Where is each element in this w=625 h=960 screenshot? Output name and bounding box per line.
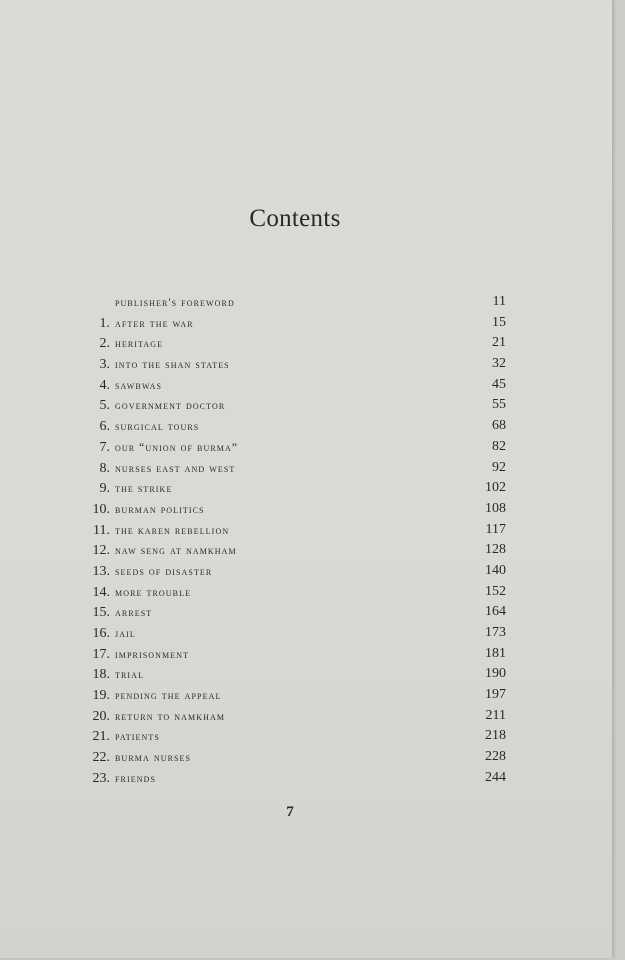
page-title: Contents [249, 205, 341, 232]
toc-entry [74, 707, 514, 728]
page-number: 102 [485, 480, 506, 496]
page-number: 32 [492, 356, 506, 372]
chapter-title: patients [115, 731, 160, 744]
chapter-title: seeds of disaster [115, 565, 213, 578]
toc-entry-foreword [74, 293, 514, 314]
chapter-title: burman politics [115, 503, 205, 516]
chapter-number: 23. [92, 770, 110, 786]
toc-entry [74, 727, 514, 748]
toc-entry [74, 769, 514, 790]
page-number: 164 [485, 604, 506, 620]
page-number: 117 [485, 521, 506, 537]
chapter-title: government doctor [115, 400, 226, 413]
page-number: 128 [485, 542, 506, 558]
page-number: 68 [492, 418, 506, 434]
page-number: 181 [485, 645, 506, 661]
chapter-number: 5. [99, 398, 110, 414]
chapter-number: 12. [92, 543, 110, 559]
chapter-title: burma nurses [115, 752, 192, 765]
chapter-title: naw seng at namkham [115, 545, 237, 558]
chapter-number: 13. [92, 563, 110, 579]
chapter-number: 4. [99, 377, 110, 393]
chapter-title: surgical tours [115, 421, 200, 434]
toc-entry [74, 603, 514, 624]
chapter-title: after the war [115, 317, 194, 330]
toc-entry [74, 665, 514, 686]
chapter-number: 20. [92, 708, 110, 724]
chapter-number: 10. [92, 501, 110, 517]
chapter-number: 8. [99, 460, 110, 476]
page-number: 11 [492, 294, 506, 309]
toc-entry [74, 521, 514, 542]
page-number: 218 [485, 728, 506, 744]
page-number: 92 [492, 459, 506, 475]
chapter-title: publisher's foreword [115, 297, 235, 309]
chapter-number: 1. [99, 315, 110, 331]
chapter-title: friends [115, 772, 157, 785]
chapter-title: our “union of burma” [115, 441, 239, 454]
page-number: 173 [485, 625, 506, 640]
page-number: 15 [492, 314, 506, 330]
chapter-number: 11. [93, 522, 110, 538]
toc-entry [74, 459, 514, 480]
chapter-title: pending the appeal [115, 690, 222, 703]
chapter-number: 18. [92, 667, 110, 683]
chapter-number: 19. [92, 688, 110, 704]
chapter-number: 14. [92, 584, 110, 600]
page-number: 228 [485, 749, 506, 765]
toc-entry [74, 396, 514, 417]
chapter-number: 15. [92, 605, 110, 621]
toc-entry [74, 417, 514, 438]
chapter-title: the strike [115, 483, 173, 496]
chapter-number: 6. [99, 419, 110, 435]
chapter-title: trial [115, 669, 145, 682]
toc-entry [74, 562, 514, 583]
chapter-number: 9. [99, 481, 110, 497]
page-number: 152 [485, 583, 506, 599]
toc-entry [74, 748, 514, 769]
toc-entry [74, 645, 514, 666]
chapter-number: 16. [92, 626, 110, 641]
toc-entry [74, 314, 514, 335]
page-number: 190 [485, 666, 506, 682]
chapter-title: heritage [115, 338, 164, 351]
chapter-title: imprisonment [115, 648, 190, 661]
toc-entry [74, 355, 514, 376]
page-number: 82 [492, 438, 506, 454]
page-number: 45 [492, 376, 506, 392]
toc-entry [74, 334, 514, 355]
chapter-number: 3. [99, 357, 110, 373]
toc-entry [74, 500, 514, 521]
chapter-title: into the shan states [115, 359, 230, 372]
chapter-number: 17. [92, 646, 110, 662]
page-folio: 7 [286, 804, 294, 820]
page-number: 140 [485, 562, 506, 578]
chapter-title: return to namkham [115, 710, 226, 723]
chapter-number: 22. [92, 750, 110, 766]
chapter-title: jail [115, 628, 136, 640]
chapter-title: nurses east and west [115, 462, 236, 475]
table-of-contents [74, 293, 514, 790]
page-number: 244 [485, 769, 506, 785]
toc-entry [74, 479, 514, 500]
page-number: 21 [492, 335, 506, 351]
toc-entry [74, 438, 514, 459]
chapter-number: 7. [99, 439, 110, 455]
page-number: 197 [485, 687, 506, 703]
chapter-number: 21. [92, 729, 110, 745]
toc-entry [74, 624, 514, 645]
page-number: 55 [492, 397, 506, 413]
chapter-title: sawbwas [115, 379, 163, 392]
toc-entry [74, 686, 514, 707]
chapter-number: 2. [99, 336, 110, 352]
chapter-title: the karen rebellion [115, 524, 230, 537]
toc-entry [74, 376, 514, 397]
toc-entry [74, 583, 514, 604]
page-number: 211 [485, 707, 506, 723]
page-number: 108 [485, 500, 506, 516]
chapter-title: more trouble [115, 586, 192, 599]
toc-entry [74, 541, 514, 562]
chapter-title: arrest [115, 607, 153, 620]
